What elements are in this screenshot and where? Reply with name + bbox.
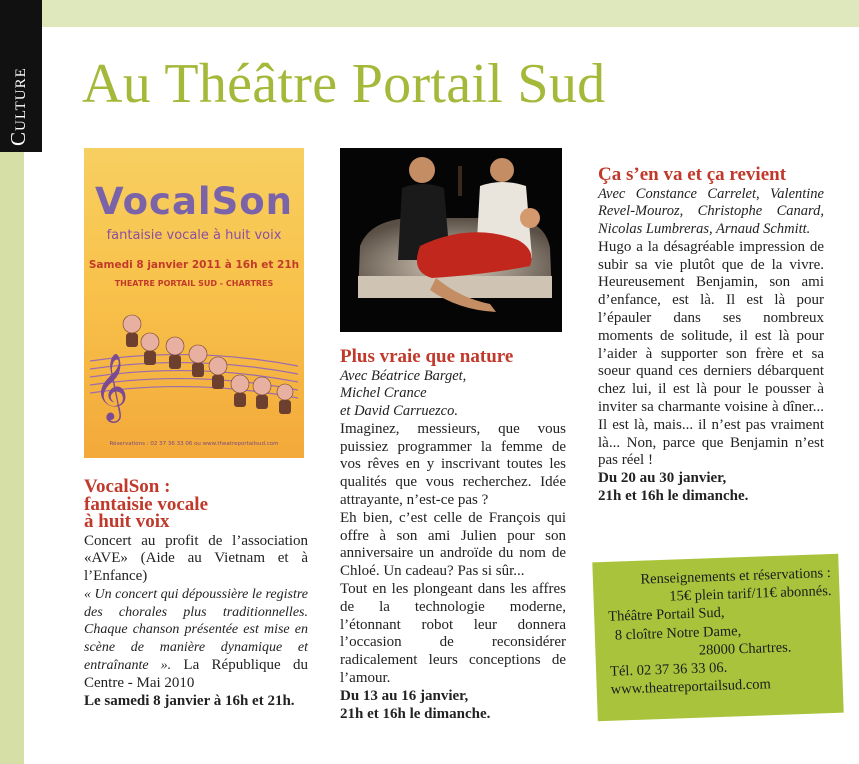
ca-sen-va-dates — [598, 470, 824, 506]
plus-vraie-paragraph-3: Tout en les plongeant dans les affres de la technologie moderne, l’étonnant robot leur donnera l’occasion de reconsidérer radicalement leurs conceptions de l’amour. — [340, 581, 566, 687]
dates-line: 21h et 16h le dimanche. — [340, 705, 491, 722]
vocalson-date: Le samedi 8 janvier à 16h et 21h. — [84, 692, 295, 709]
poster-reservations: Réservations : 02 37 36 33 06 ou www.theatreportailsud.com — [109, 441, 279, 447]
plus-vraie-cast — [340, 368, 566, 421]
poster-subtitle: fantaisie vocale à huit voix — [106, 228, 282, 243]
venue-city: 28000 Chartres. — [698, 639, 792, 659]
left-rule — [0, 152, 24, 764]
show-photo — [340, 148, 562, 332]
vocalson-title-line2: fantaisie vocale — [84, 493, 209, 515]
vocalson-title — [84, 478, 308, 531]
dates-line: 21h et 16h le dimanche. — [598, 488, 749, 505]
plus-vraie-title: Plus vraie que nature — [340, 346, 514, 367]
vocalson-press-quote: « Un concert qui dépoussière le registre des chorales plus traditionnelles. Chaque chanson présentée est mise en scène de manière dynamique et entraînante ». — [84, 586, 308, 674]
poster-venue: THEATRE PORTAIL SUD - CHARTRES — [114, 279, 274, 288]
ca-sen-va-cast: Avec Constance Carrelet, Valentine Revel-Mouroz, Christophe Canard, Nicolas Lumbreras, Arnaud Schmitt. — [598, 185, 824, 238]
cast-line: Avec Béatrice Barget, — [340, 367, 467, 384]
vocalson-title-line1: VocalSon : — [84, 476, 171, 497]
column-ca-sen-va — [598, 166, 824, 506]
section-tab — [0, 0, 42, 152]
plus-vraie-paragraph-2: Eh bien, c’est celle de François qui offre à son ami Julien pour son anniversaire un androïde du nom de Chloé. Un cadeau? Pas si sûr... — [340, 509, 566, 580]
section-label: Culture — [6, 67, 30, 146]
column-plus-vraie — [340, 348, 566, 723]
actors-on-sofa-image — [340, 148, 562, 332]
treble-clef-icon: 𝄞 — [94, 352, 129, 420]
venue-street: 8 cloître Notre Dame, — [614, 622, 742, 644]
ca-sen-va-text: Hugo a la désagréable impression de subir sa vie plutôt que de la vivre. Heureusement Benjamin, son ami d’enfance, est là. Il est là pour l’épauler dans ses nombreux moments de solitude, il est là pour l’aider à supporter son frère et sa soeur quand ces derniers débarquent chez lui, il est là pour le pousser à inviter sa charmante voisine à dîner... Il est là, mais... il n’est pas vraiment là... Non, parce que Benjamin n’est pas réel ! — [598, 238, 824, 469]
vocalson-intro: Concert au profit de l’association «AVE» (Aide au Vietnam et à l’Enfance) — [84, 532, 308, 585]
top-bar — [42, 0, 859, 27]
cast-line: et David Carruezco. — [340, 403, 458, 420]
page-title: Au Théâtre Portail Sud — [82, 53, 606, 115]
music-staff-illustration — [90, 306, 298, 431]
dates-line: Du 13 au 16 janvier, — [340, 687, 469, 704]
poster-date: Samedi 8 janvier 2011 à 16h et 21h — [88, 259, 300, 271]
plus-vraie-dates — [340, 688, 566, 724]
vocalson-quote-source: La République du Centre - Mai 2010 — [84, 657, 308, 691]
phone-number: Tél. 02 37 36 33 06. — [609, 659, 728, 680]
poster-brand: VocalSon — [94, 180, 294, 223]
vocalson-title-line3: à huit voix — [84, 511, 170, 532]
column-vocalson — [84, 478, 308, 710]
reservations-box — [592, 554, 843, 721]
fares: 15€ plein tarif/11€ abonnés. — [669, 583, 832, 605]
dates-line: Du 20 au 30 janvier, — [598, 470, 727, 487]
cast-line: Michel Crance — [340, 385, 427, 402]
reservations-heading: Renseignements et réservations : — [640, 565, 832, 588]
plus-vraie-paragraph-1: Imaginez, messieurs, que vous puissiez programmer la femme de vos rêves en y inscrivant toutes les qualités que vous recherchez. Idée attrayante, n’est-ce pas ? — [340, 420, 566, 509]
website-link[interactable]: www.theatreportailsud.com — [610, 676, 772, 698]
ca-sen-va-title: Ça s’en va et ça revient — [598, 164, 787, 185]
venue-name: Théâtre Portail Sud, — [607, 605, 725, 626]
vocalson-poster — [84, 148, 304, 458]
